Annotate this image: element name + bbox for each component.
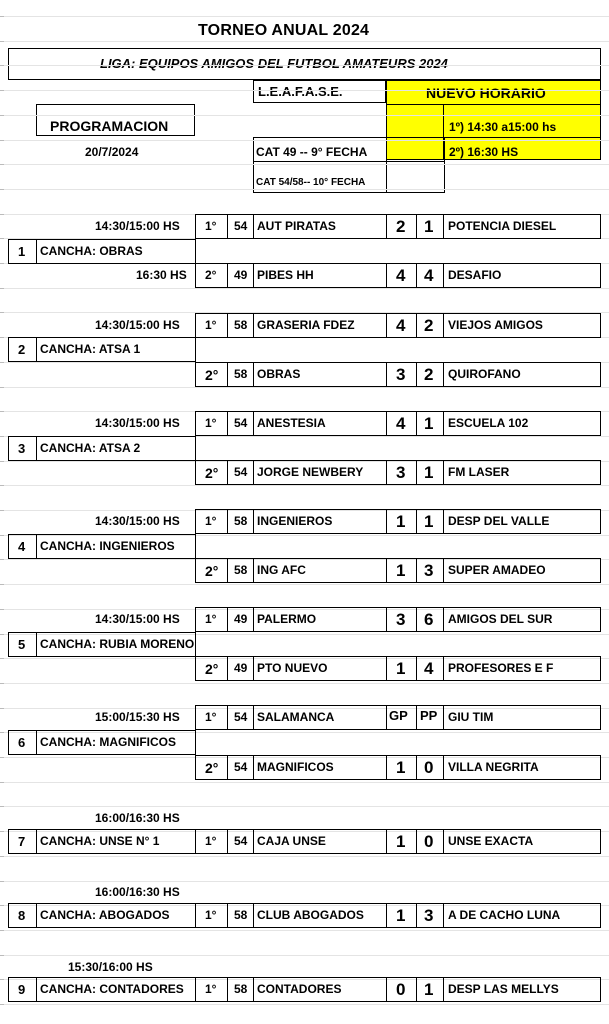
away-score: 3 [424, 906, 434, 925]
field-number: 3 [18, 441, 26, 456]
match-col-divider [227, 558, 228, 583]
home-team: CLUB ABOGADOS [257, 908, 364, 922]
field-name: CANCHA: MAGNIFICOS [40, 735, 176, 749]
gutter-tick [0, 782, 4, 783]
match-turn: 1° [205, 318, 217, 332]
match-time: 16:00/16:30 HS [95, 885, 180, 899]
match-col-divider [386, 362, 387, 387]
match-col-divider [416, 705, 417, 730]
away-score: 2 [424, 316, 434, 335]
away-team: DESP DEL VALLE [448, 514, 550, 528]
gutter-tick [0, 461, 4, 462]
home-team: PIBES HH [257, 268, 314, 282]
match-col-divider [386, 977, 387, 1002]
match-col-divider [443, 558, 444, 583]
away-team: UNSE EXACTA [448, 834, 534, 848]
grid-line [0, 1004, 609, 1005]
away-team: DESAFIO [448, 268, 502, 282]
match-col-divider [386, 263, 387, 288]
match-col-divider [253, 214, 254, 239]
gutter-tick [0, 115, 4, 116]
match-col-divider [443, 411, 444, 436]
match-col-divider [386, 411, 387, 436]
gutter-tick [0, 535, 4, 536]
match-time: 14:30/15:00 HS [95, 612, 180, 626]
match-turn: 1° [205, 908, 217, 922]
match-turn: 1° [205, 514, 217, 528]
category-b: CAT 54/58-- 10° FECHA [256, 177, 366, 188]
grid-line [0, 65, 609, 66]
gutter-tick [0, 609, 4, 610]
home-team: PTO NUEVO [257, 661, 328, 675]
home-score: 4 [396, 316, 406, 335]
home-score: 3 [396, 365, 406, 384]
match-col-divider [253, 903, 254, 928]
org-label: L.E.A.F.A.S.E. [258, 84, 343, 99]
match-col-divider [443, 903, 444, 928]
schedule-2: 2º) 16:30 HS [449, 145, 519, 159]
gutter-tick [0, 436, 4, 437]
grid-line [0, 856, 609, 857]
home-score: 2 [396, 217, 406, 236]
away-team: GIU TIM [448, 710, 494, 724]
field-name: CANCHA: CONTADORES [40, 982, 184, 996]
match-col-divider [416, 411, 417, 436]
match-turn: 1° [205, 982, 217, 996]
match-col-divider [416, 558, 417, 583]
match-col-divider [386, 313, 387, 338]
match-col-divider [227, 460, 228, 485]
match-col-divider [416, 263, 417, 288]
gutter-tick [0, 164, 4, 165]
program-date: 20/7/2024 [85, 145, 139, 159]
match-time: 14:30/15:00 HS [95, 219, 180, 233]
match-turn: 2° [205, 465, 219, 481]
gutter-tick [0, 337, 4, 338]
home-team: AUT PIRATAS [257, 219, 336, 233]
program-label: PROGRAMACION [50, 118, 169, 134]
field-divider [36, 977, 37, 1002]
match-col-divider [227, 263, 228, 288]
field-divider [36, 903, 37, 928]
away-team: VILLA NEGRITA [448, 760, 539, 774]
category-a: CAT 49 -- 9° FECHA [256, 145, 368, 159]
away-score: 1 [424, 463, 434, 482]
home-score: GP [389, 708, 408, 723]
gutter-tick [0, 411, 4, 412]
grid-line [0, 955, 609, 956]
match-col-divider [386, 509, 387, 534]
match-category: 58 [234, 514, 248, 528]
gutter-tick [0, 955, 4, 956]
match-category: 49 [234, 612, 248, 626]
match-time-2: 16:30 HS [136, 268, 187, 282]
field-number: 8 [18, 908, 26, 923]
match-col-divider [386, 656, 387, 681]
field-number: 6 [18, 735, 26, 750]
grid-line [0, 140, 609, 141]
gutter-tick [0, 485, 4, 486]
home-team: SALAMANCA [257, 710, 335, 724]
gutter-tick [0, 263, 4, 264]
away-score: 1 [424, 512, 434, 531]
gutter-tick [0, 584, 4, 585]
match-col-divider [227, 313, 228, 338]
gutter-tick [0, 708, 4, 709]
match-col-divider [253, 755, 254, 780]
away-team: POTENCIA DIESEL [448, 219, 557, 233]
gutter-tick [0, 288, 4, 289]
match-col-divider [227, 362, 228, 387]
gutter-tick [0, 559, 4, 560]
match-col-divider [416, 313, 417, 338]
match-col-divider [416, 214, 417, 239]
field-name: CANCHA: UNSE N° 1 [40, 834, 160, 848]
match-turn: 1° [205, 219, 217, 233]
match-category: 54 [234, 760, 248, 774]
gutter-tick [0, 214, 4, 215]
match-col-divider [386, 558, 387, 583]
gutter-tick [0, 881, 4, 882]
gutter-tick [0, 41, 4, 42]
match-col-divider [443, 313, 444, 338]
away-score: 2 [424, 365, 434, 384]
league-title: LIGA: EQUIPOS AMIGOS DEL FUTBOL AMATEURS 2024 [100, 56, 448, 71]
field-divider [36, 239, 37, 264]
match-col-divider [443, 460, 444, 485]
grid-line [0, 16, 609, 17]
home-team: GRASERIA FDEZ [257, 318, 355, 332]
gutter-tick [0, 90, 4, 91]
match-col-divider [443, 656, 444, 681]
away-score: 4 [424, 266, 434, 285]
match-col-divider [253, 411, 254, 436]
match-col-divider [253, 362, 254, 387]
match-col-divider [253, 829, 254, 854]
gutter-tick [0, 905, 4, 906]
field-divider [36, 829, 37, 854]
match-category: 54 [234, 416, 248, 430]
match-col-divider [227, 977, 228, 1002]
match-category: 49 [234, 661, 248, 675]
match-category: 49 [234, 268, 248, 282]
field-number: 5 [18, 637, 26, 652]
match-col-divider [253, 607, 254, 632]
match-col-divider [253, 263, 254, 288]
grid-line [0, 115, 609, 116]
match-category: 54 [234, 710, 248, 724]
field-name: CANCHA: RUBIA MORENO [40, 637, 195, 651]
gutter-tick [0, 806, 4, 807]
match-turn: 1° [205, 710, 217, 724]
match-turn: 2° [205, 661, 219, 677]
gutter-tick [0, 930, 4, 931]
match-turn: 1° [205, 416, 217, 430]
away-score: 4 [424, 659, 434, 678]
match-col-divider [386, 607, 387, 632]
match-col-divider [443, 607, 444, 632]
grid-line [0, 584, 609, 585]
home-score: 3 [396, 463, 406, 482]
match-category: 58 [234, 982, 248, 996]
match-col-divider [227, 903, 228, 928]
away-team: SUPER AMADEO [448, 563, 546, 577]
field-divider [36, 534, 37, 559]
away-team: FM LASER [448, 465, 510, 479]
gutter-tick [0, 312, 4, 313]
grid-line [0, 782, 609, 783]
match-col-divider [416, 509, 417, 534]
home-score: 1 [396, 832, 406, 851]
away-score: 1 [424, 414, 434, 433]
match-category: 54 [234, 219, 248, 233]
match-col-divider [416, 607, 417, 632]
home-score: 1 [396, 659, 406, 678]
grid-line [0, 164, 609, 165]
match-category: 58 [234, 318, 248, 332]
away-team: A DE CACHO LUNA [448, 908, 561, 922]
match-col-divider [416, 829, 417, 854]
gutter-tick [0, 189, 4, 190]
match-turn: 1° [205, 834, 217, 848]
grid-line [0, 90, 609, 91]
match-col-divider [227, 607, 228, 632]
match-col-divider [227, 214, 228, 239]
home-score: 1 [396, 906, 406, 925]
match-time: 14:30/15:00 HS [95, 416, 180, 430]
away-team: ESCUELA 102 [448, 416, 529, 430]
away-score: PP [420, 708, 438, 723]
gutter-tick [0, 831, 4, 832]
match-col-divider [386, 755, 387, 780]
match-col-divider [386, 214, 387, 239]
match-col-divider [443, 263, 444, 288]
away-score: 1 [424, 217, 434, 236]
match-time: 16:00/16:30 HS [95, 811, 180, 825]
field-name: CANCHA: ABOGADOS [40, 908, 170, 922]
home-score: 1 [396, 561, 406, 580]
match-col-divider [443, 705, 444, 730]
gutter-tick [0, 16, 4, 17]
field-divider [36, 337, 37, 362]
gutter-tick [0, 362, 4, 363]
away-score: 0 [424, 832, 434, 851]
away-team: AMIGOS DEL SUR [448, 612, 553, 626]
match-col-divider [227, 656, 228, 681]
gutter-tick [0, 510, 4, 511]
home-team: INGENIEROS [257, 514, 333, 528]
home-team: ING AFC [257, 563, 306, 577]
grid-line [0, 806, 609, 807]
match-col-divider [227, 705, 228, 730]
home-score: 1 [396, 512, 406, 531]
away-score: 1 [424, 980, 434, 999]
match-col-divider [253, 313, 254, 338]
away-team: PROFESORES E F [448, 661, 554, 675]
page-title: TORNEO ANUAL 2024 [198, 22, 370, 39]
schedule-1: 1º) 14:30 a15:00 hs [449, 120, 557, 134]
new-schedule-label: NUEVO HORARIO [426, 85, 546, 101]
away-team: DESP LAS MELLYS [448, 982, 559, 996]
field-divider [36, 730, 37, 755]
away-team: VIEJOS AMIGOS [448, 318, 543, 332]
away-score: 3 [424, 561, 434, 580]
home-team: CAJA UNSE [257, 834, 326, 848]
home-score: 4 [396, 414, 406, 433]
grid-line [0, 41, 609, 42]
gutter-tick [0, 979, 4, 980]
away-team: QUIROFANO [448, 367, 521, 381]
home-score: 0 [396, 980, 406, 999]
match-col-divider [227, 755, 228, 780]
grid-line [0, 930, 609, 931]
match-col-divider [386, 829, 387, 854]
match-turn: 2° [205, 367, 219, 383]
gutter-tick [0, 757, 4, 758]
gutter-tick [0, 140, 4, 141]
field-number: 1 [18, 244, 26, 259]
away-score: 6 [424, 610, 434, 629]
match-col-divider [443, 509, 444, 534]
field-name: CANCHA: INGENIEROS [40, 539, 175, 553]
home-score: 1 [396, 758, 406, 777]
match-category: 58 [234, 908, 248, 922]
match-category: 54 [234, 834, 248, 848]
match-col-divider [416, 656, 417, 681]
field-number: 2 [18, 342, 26, 357]
gutter-tick [0, 634, 4, 635]
gutter-tick [0, 732, 4, 733]
match-col-divider [443, 977, 444, 1002]
away-score: 0 [424, 758, 434, 777]
home-team: CONTADORES [257, 982, 342, 996]
field-number: 7 [18, 834, 26, 849]
field-name: CANCHA: ATSA 2 [40, 441, 141, 455]
match-time: 14:30/15:00 HS [95, 318, 180, 332]
match-col-divider [253, 460, 254, 485]
gutter-tick [0, 387, 4, 388]
match-col-divider [443, 214, 444, 239]
match-time: 15:00/15:30 HS [95, 710, 180, 724]
gutter-tick [0, 683, 4, 684]
match-category: 54 [234, 465, 248, 479]
match-col-divider [227, 509, 228, 534]
match-col-divider [253, 558, 254, 583]
match-col-divider [253, 705, 254, 730]
home-team: PALERMO [257, 612, 317, 626]
match-col-divider [227, 411, 228, 436]
grid-line [0, 189, 609, 190]
match-col-divider [443, 755, 444, 780]
field-number: 4 [18, 539, 26, 554]
home-team: ANESTESIA [257, 416, 326, 430]
field-divider [36, 436, 37, 461]
match-time: 15:30/16:00 HS [68, 960, 153, 974]
field-number: 9 [18, 982, 26, 997]
home-team: OBRAS [257, 367, 301, 381]
match-col-divider [443, 829, 444, 854]
gutter-tick [0, 1004, 4, 1005]
match-turn: 2° [205, 268, 217, 282]
match-category: 58 [234, 367, 248, 381]
match-col-divider [416, 903, 417, 928]
match-col-divider [386, 705, 387, 730]
home-team: JORGE NEWBERY [257, 465, 364, 479]
grid-line [0, 881, 609, 882]
home-score: 4 [396, 266, 406, 285]
gutter-tick [0, 65, 4, 66]
match-col-divider [386, 903, 387, 928]
match-col-divider [386, 460, 387, 485]
gutter-tick [0, 658, 4, 659]
match-col-divider [416, 755, 417, 780]
match-col-divider [416, 460, 417, 485]
field-name: CANCHA: OBRAS [40, 244, 143, 258]
field-divider [36, 632, 37, 657]
gutter-tick [0, 856, 4, 857]
match-time: 14:30/15:00 HS [95, 514, 180, 528]
grid-line [0, 683, 609, 684]
match-category: 58 [234, 563, 248, 577]
match-col-divider [253, 977, 254, 1002]
match-col-divider [227, 829, 228, 854]
gutter-tick [0, 238, 4, 239]
home-score: 3 [396, 610, 406, 629]
match-col-divider [443, 362, 444, 387]
match-turn: 2° [205, 563, 219, 579]
match-col-divider [416, 362, 417, 387]
grid-line [0, 485, 609, 486]
match-turn: 1° [205, 612, 217, 626]
match-col-divider [253, 509, 254, 534]
match-col-divider [416, 977, 417, 1002]
field-name: CANCHA: ATSA 1 [40, 342, 141, 356]
home-team: MAGNIFICOS [257, 760, 334, 774]
match-turn: 2° [205, 760, 219, 776]
match-col-divider [253, 656, 254, 681]
